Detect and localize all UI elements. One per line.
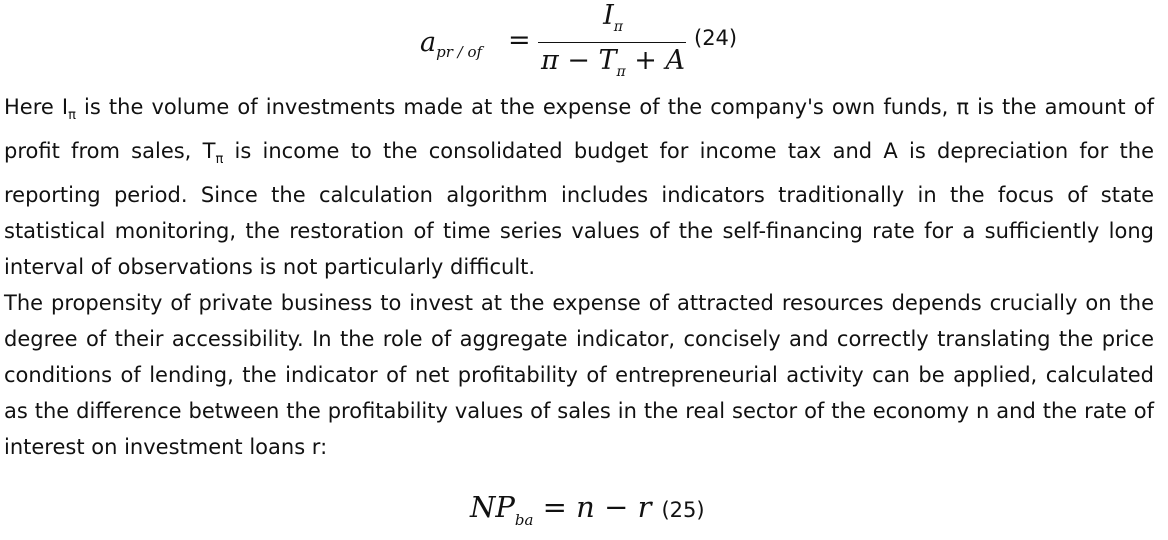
denominator-part2: + A (625, 45, 686, 76)
equation-24 (420, 0, 760, 90)
paragraph-1-text-1: Here I (4, 95, 69, 119)
paragraph-1 (4, 90, 1154, 286)
equals-sign: = (508, 25, 531, 56)
equation-25-rhs: = n − r (533, 490, 652, 524)
equation-25-number: (25) (661, 498, 705, 522)
paragraph-2: The propensity of private business to invest at the expense of attracted resources depends crucially on the degree of their accessibility. In the role of aggregate indicator, concisely and correctly translating the price conditions of lending, the indicator of net profitability of entrepreneurial activity can be applied, calculated as the difference between the profitability values of sales in the real sector of the economy n and the rate of interest on investment loans r: (4, 290, 1154, 459)
paragraph-1-subscript-1: π (68, 108, 76, 124)
np-symbol: NP (470, 490, 515, 524)
lhs-subscript: pr / of (436, 43, 483, 61)
equation-24-number: (24) (694, 26, 738, 50)
paragraph-1-text-2: is the volume of investments made at the expense of the company's own funds, π is the amount of profit from sales, T (4, 95, 1154, 164)
paragraph-1-text-3: is income to the consolidated budget for income tax and A is depreciation for the reporting period. Since the calculation algorithm includes indicators traditionally in the focus of state statistical monitoring, the restoration of time series values of the self-financing rate for a sufficiently long interval of observations is not particularly difficult. (4, 139, 1154, 279)
body-text (4, 90, 1154, 465)
np-subscript: ba (514, 511, 534, 529)
paragraph-1-subscript-2: π (215, 152, 224, 168)
numerator-symbol: I (603, 0, 614, 31)
fraction (538, 0, 688, 90)
numerator-subscript: π (613, 19, 623, 35)
fraction-numerator (538, 0, 688, 35)
equation-25 (470, 490, 730, 535)
lhs-symbol: a (420, 27, 437, 58)
equation-25-lhs (470, 490, 534, 529)
denominator-part1: π − T (540, 45, 617, 76)
fraction-bar (538, 42, 686, 43)
fraction-denominator (538, 45, 688, 80)
equation-24-lhs (420, 27, 482, 61)
denominator-subscript: π (616, 64, 626, 80)
